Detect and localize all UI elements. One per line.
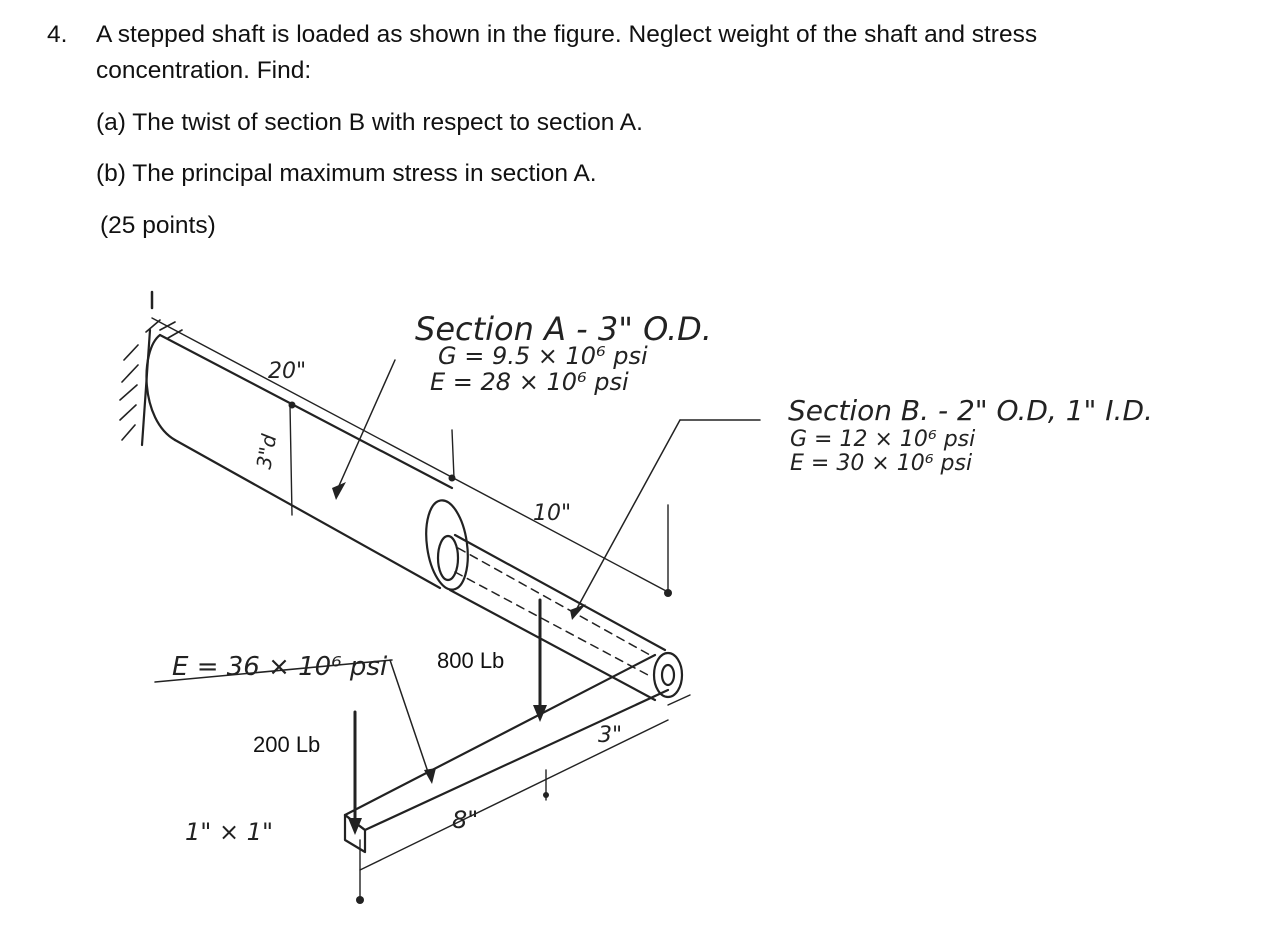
section-a-e: E = 28 × 10⁶ psi [430,368,629,396]
points-label: (25 points) [100,212,216,239]
question-number: 4. [47,21,68,48]
fixed-wall-support [120,292,182,445]
lever-arm [345,655,668,852]
part-a: (a) The twist of section B with respect to section A. [96,109,643,136]
dim-20-label: 20" [268,359,307,384]
lever-modulus-label: E = 36 × 10⁶ psi [172,652,388,682]
section-a-title: Section A - 3" O.D. [415,310,712,348]
part-b: (b) The principal maximum stress in section A. [96,160,597,187]
section-b-shaft [438,535,682,700]
dim-3d-label: 3"d [251,432,282,471]
question-text-line2: concentration. Find: [96,57,312,84]
cross-section-label: 1" × 1" [185,818,273,846]
dim-10-label: 10" [533,501,572,526]
dim-3-label: 3" [598,723,623,748]
section-b-title: Section B. - 2" O.D, 1" I.D. [788,394,1153,427]
dim-8-label: 8" [452,806,479,834]
question-text-line1: A stepped shaft is loaded as shown in the figure. Neglect weight of the shaft and stress [96,21,1038,48]
dimension-lines [152,318,690,900]
section-a-g: G = 9.5 × 10⁶ psi [438,342,648,370]
load-200-label: 200 Lb [253,732,321,757]
section-b-e: E = 30 × 10⁶ psi [790,451,973,476]
load-800-label: 800 Lb [437,648,505,673]
section-a-shaft [146,335,473,592]
section-b-g: G = 12 × 10⁶ psi [790,427,976,452]
